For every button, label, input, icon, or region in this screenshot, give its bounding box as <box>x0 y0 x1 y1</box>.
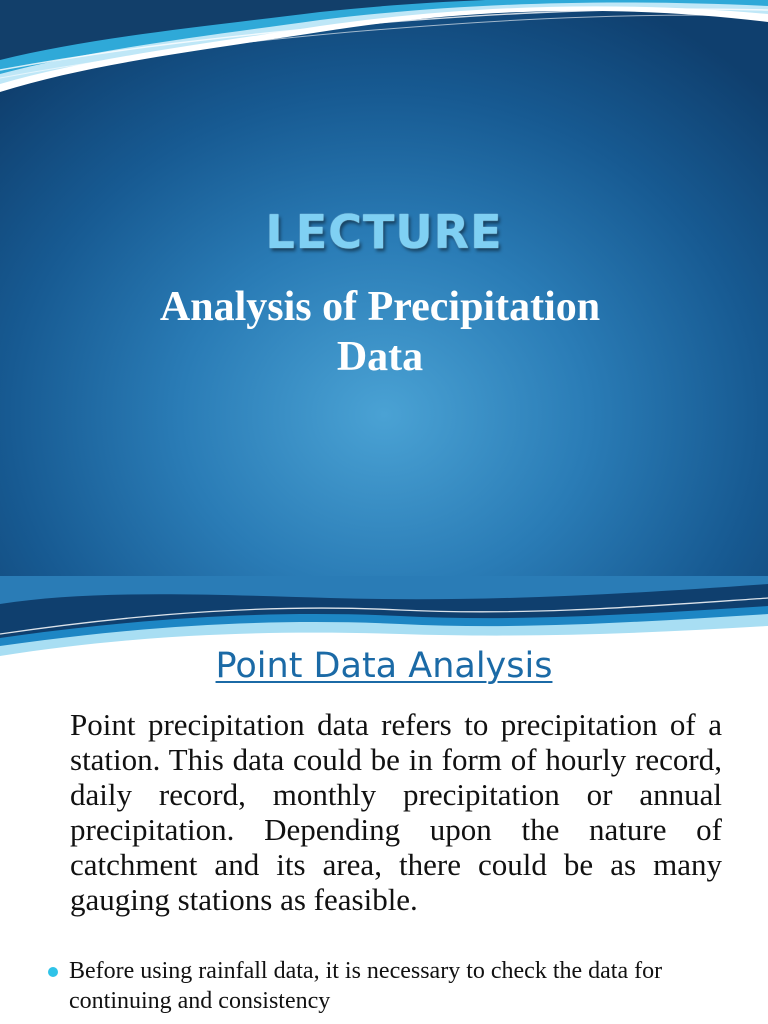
bullet-item <box>48 956 728 1016</box>
body-paragraph: Point precipitation data refers to precipitation of a station. This data could be in form of hourly record, daily record, monthly precipitation or annual precipitation. Depending upon the nature of catchment and its area, there could be as many gauging stations as feasible. <box>70 707 722 917</box>
section-heading: Point Data Analysis <box>215 646 553 686</box>
decorative-wave-bottom <box>0 576 768 656</box>
slide-subtitle <box>60 282 700 382</box>
lecture-title: LECTURE <box>265 205 503 259</box>
bullet-dot-icon <box>48 967 58 977</box>
bullet-text: Before using rainfall data, it is necessary to check the data for continuing and consistency <box>69 958 663 1014</box>
subtitle-line-1: Analysis of Precipitation <box>159 284 601 330</box>
decorative-wave-top <box>0 0 768 95</box>
subtitle-line-2: Data <box>336 334 424 380</box>
content-slide <box>0 576 768 1024</box>
